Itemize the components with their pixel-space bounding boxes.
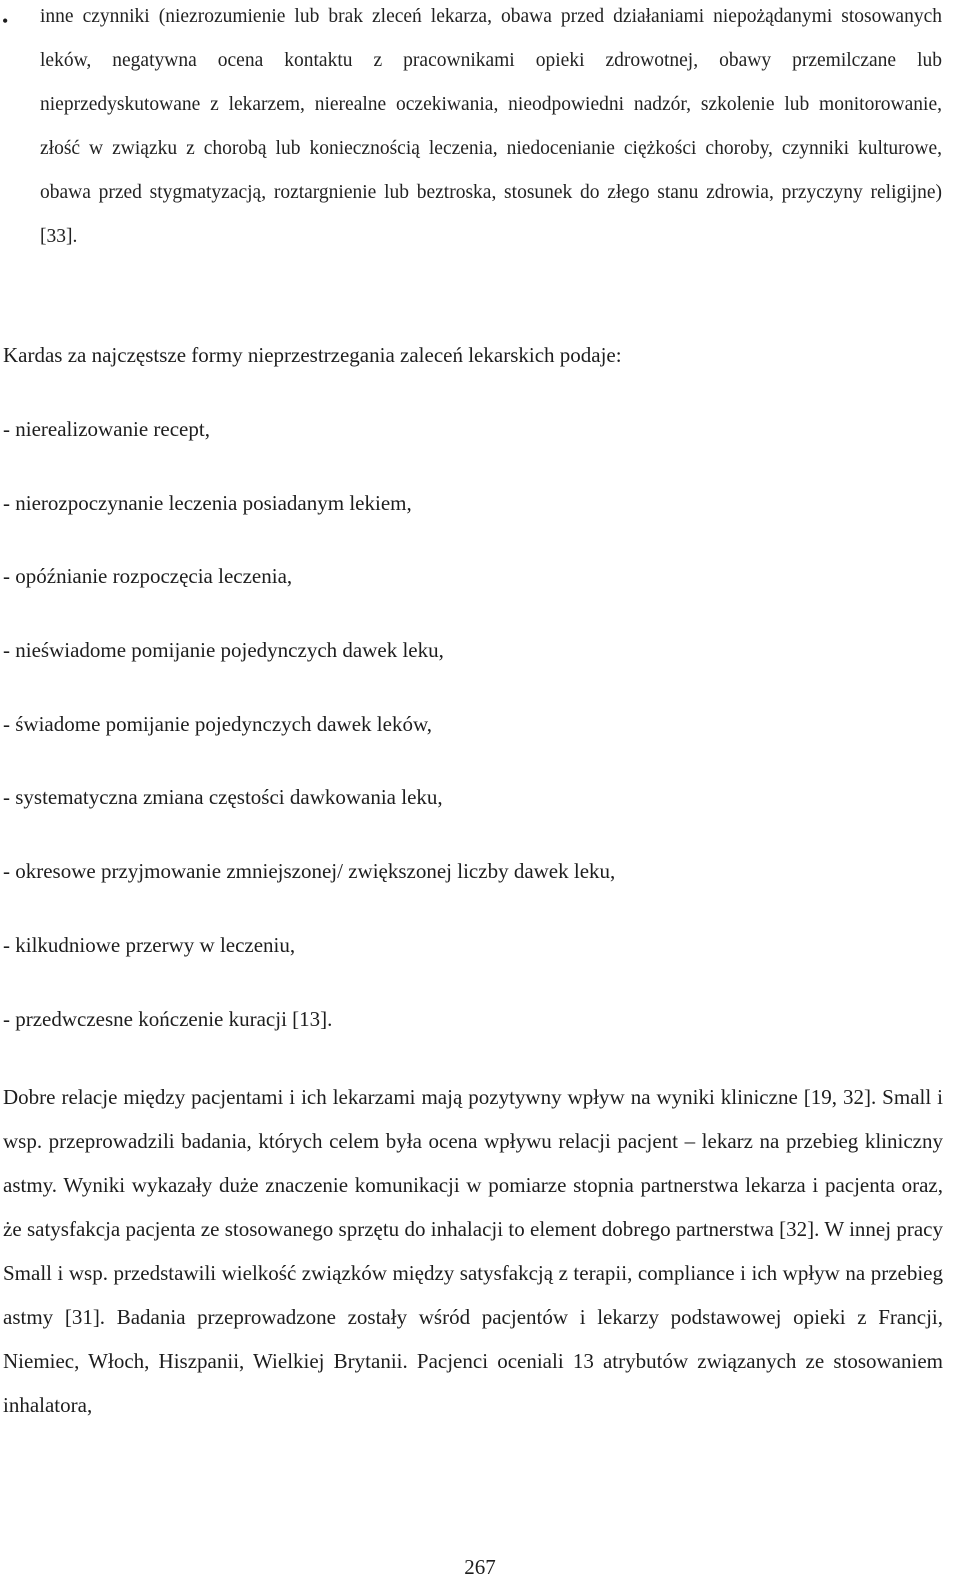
- list-item: - okresowe przyjmowanie zmniejszonej/ zwiększonej liczby dawek leku,: [3, 859, 616, 884]
- list-item: - nierozpoczynanie leczenia posiadanym lekiem,: [3, 490, 412, 515]
- list-item: - systematyczna zmiana częstości dawkowania leku,: [3, 785, 443, 810]
- closing-paragraph: Dobre relacje między pacjentami i ich lekarzami mają pozytywny wpływ na wyniki kliniczne [19, 32]. Small i wsp. przeprowadzili badania, których celem była ocena wpływu relacji pacjent – lekarz na przebieg kliniczny astmy. Wyniki wykazały duże znaczenie komunikacji w pomiarze stopnia partnerstwa lekarza i pacjenta oraz, że satysfakcja pacjenta ze stosowanego sprzętu do inhalacji to element dobrego partnerstwa [32]. W innej pracy Small i wsp. przedstawili wielkość związków między satysfakcją z terapii, compliance i ich wpływ na przebieg astmy [31]. Badania przeprowadzone zostały wśród pacjentów i lekarzy podstawowej opieki z Francji, Niemiec, Włoch, Hiszpanii, Wielkiej Brytanii. Pacjenci oceniali 13 atrybutów związanych ze stosowaniem inhalatora,: [3, 1085, 943, 1417]
- list-item: - kilkudniowe przerwy w leczeniu,: [3, 932, 296, 957]
- list-item: - świadome pomijanie pojedynczych dawek leków,: [3, 711, 433, 736]
- nonadherence-forms-list: [3, 407, 943, 1070]
- page-number: 267: [464, 1555, 496, 1579]
- list-item: - nierealizowanie recept,: [3, 417, 210, 441]
- intro-paragraph: Kardas za najczęstsze formy nieprzestrzegania zaleceń lekarskich podaje:: [3, 343, 622, 367]
- list-item: - opóźnianie rozpoczęcia leczenia,: [3, 564, 293, 589]
- list-item: - przedwczesne kończenie kuracji [13].: [3, 1006, 333, 1031]
- bullet-icon: •: [2, 11, 9, 31]
- list-item: - nieświadome pomijanie pojedynczych dawek leku,: [3, 638, 444, 663]
- bullet-item-text: inne czynniki (niezrozumienie lub brak zleceń lekarza, obawa przed działaniami niepożądanymi stosowanych leków, negatywna ocena kontaktu z pracownikami opieki zdrowotnej, obawy przemilczane lub nieprzedyskutowane z lekarzem, nierealne oczekiwania, nieodpowiedni nadzór, szkolenie lub monitorowanie, złość w związku z chorobą lub koniecznością leczenia, niedocenianie ciężkości choroby, czynniki kulturowe, obawa przed stygmatyzacją, roztargnienie lub beztroska, stosunek do złego stanu zdrowia, przyczyny religijne) [33].: [40, 6, 942, 247]
